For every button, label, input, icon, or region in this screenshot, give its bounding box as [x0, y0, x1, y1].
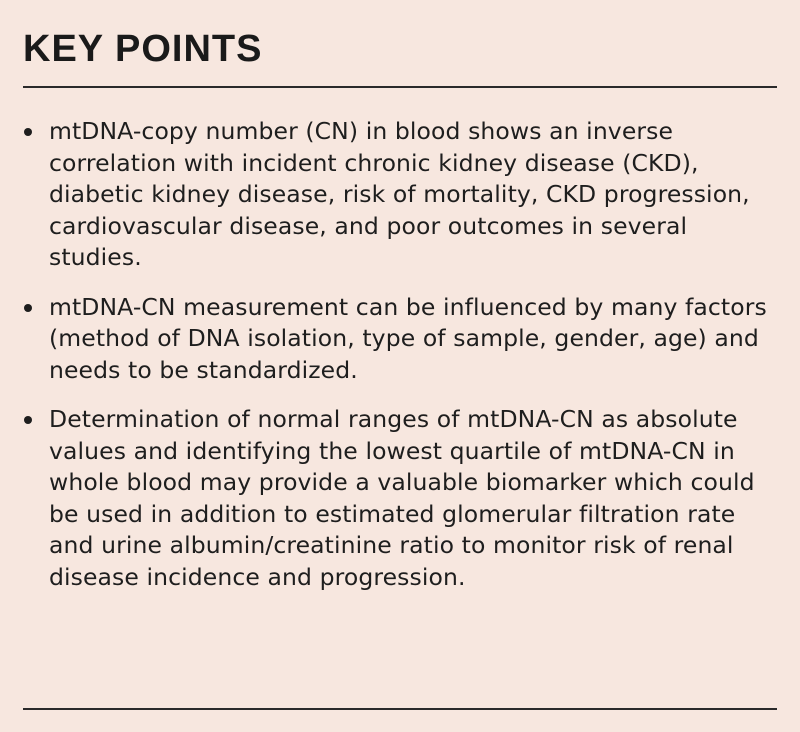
key-points-list: [23, 116, 783, 593]
point-text: mtDNA-copy number (CN) in blood shows an inverse correlation with incident chronic kidney disease (CKD), diabetic kidney disease, risk of mortality, CKD progression, cardiovascular disease, and poor outcomes in several studies.: [49, 117, 750, 271]
bullet-icon: [24, 128, 32, 136]
list-item: [23, 292, 783, 387]
list-item: [23, 116, 783, 274]
bullet-icon: [24, 416, 32, 424]
list-item: [23, 404, 783, 593]
point-text: Determination of normal ranges of mtDNA-CN as absolute values and identifying the lowest quartile of mtDNA-CN in whole blood may provide a valuable biomarker which could be used in addition to estimated glomerular filtration rate and urine albumin/creatinine ratio to monitor risk of renal disease incidence and progression.: [49, 405, 755, 591]
point-text: mtDNA-CN measurement can be influenced by many factors (method of DNA isolation, type of sample, gender, age) and needs to be standardized.: [49, 292, 767, 384]
title-divider: [23, 86, 777, 88]
bottom-divider: [23, 708, 777, 710]
bullet-icon: [24, 304, 32, 312]
box-title: KEY POINTS: [23, 28, 263, 70]
